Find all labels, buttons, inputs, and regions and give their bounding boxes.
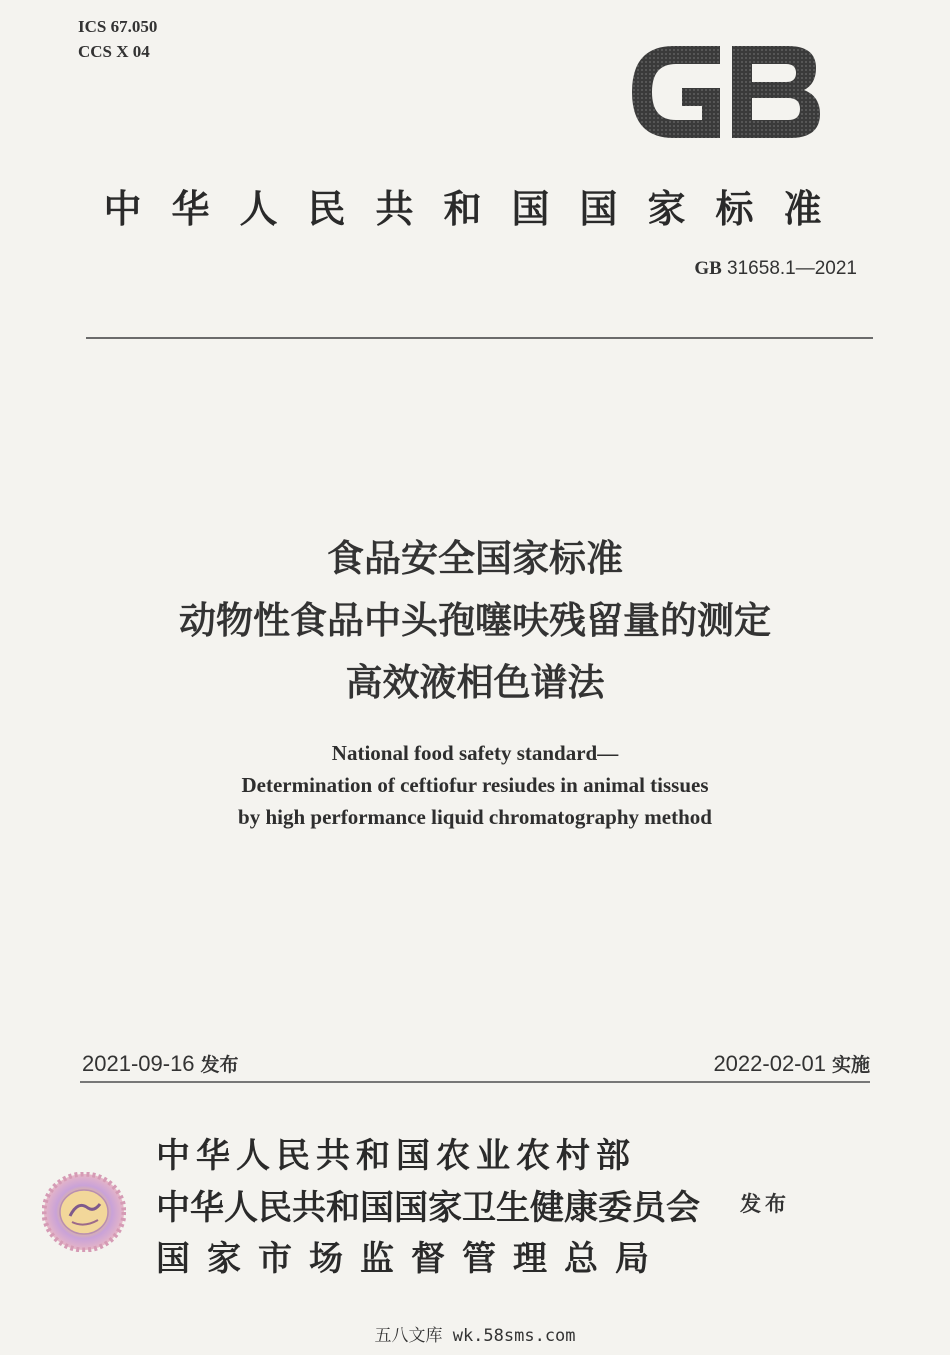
issue-date-value: 2021-09-16 (82, 1051, 195, 1076)
title-en-line2: Determination of ceftiofur resiudes in animal tissues (241, 773, 709, 797)
title-cn-line2: 动物性食品中头孢噻呋残留量的测定 (179, 599, 771, 642)
publish-label: 发布 (740, 1192, 790, 1216)
bottom-divider (80, 1081, 870, 1083)
issue-date-suffix: 发布 (200, 1054, 239, 1076)
hologram-seal-icon (42, 1172, 126, 1252)
issuer-market-regulation: 国家市场监督管理总局 (156, 1239, 666, 1279)
title-cn-line3: 高效液相色谱法 (345, 661, 605, 704)
ccs-code: CCS X 04 (78, 42, 150, 61)
issue-date (82, 1050, 239, 1077)
issuer-health-commission: 中华人民共和国国家卫生健康委员会 (156, 1188, 700, 1228)
standard-code: 31658.1—2021 (727, 258, 857, 279)
issuer-ministry-agriculture: 中华人民共和国农业农村部 (156, 1136, 636, 1176)
ics-code: ICS 67.050 (78, 17, 158, 36)
site-watermark: 五八文库 wk.58sms.com (374, 1326, 576, 1346)
top-divider (86, 337, 873, 339)
implement-date-suffix: 实施 (831, 1054, 870, 1076)
standard-prefix: GB (694, 258, 722, 279)
standard-number (694, 258, 857, 280)
implement-date-value: 2022-02-01 (713, 1051, 826, 1076)
national-standard-title: 中华人民共和国国家标准 (103, 186, 852, 231)
implement-date (713, 1050, 870, 1077)
gb-logo (628, 40, 824, 144)
title-en-line1: National food safety standard— (331, 741, 619, 765)
title-en-line3: by high performance liquid chromatography method (238, 805, 712, 829)
classification-codes (78, 14, 157, 64)
title-cn-line1: 食品安全国家标准 (327, 537, 623, 580)
